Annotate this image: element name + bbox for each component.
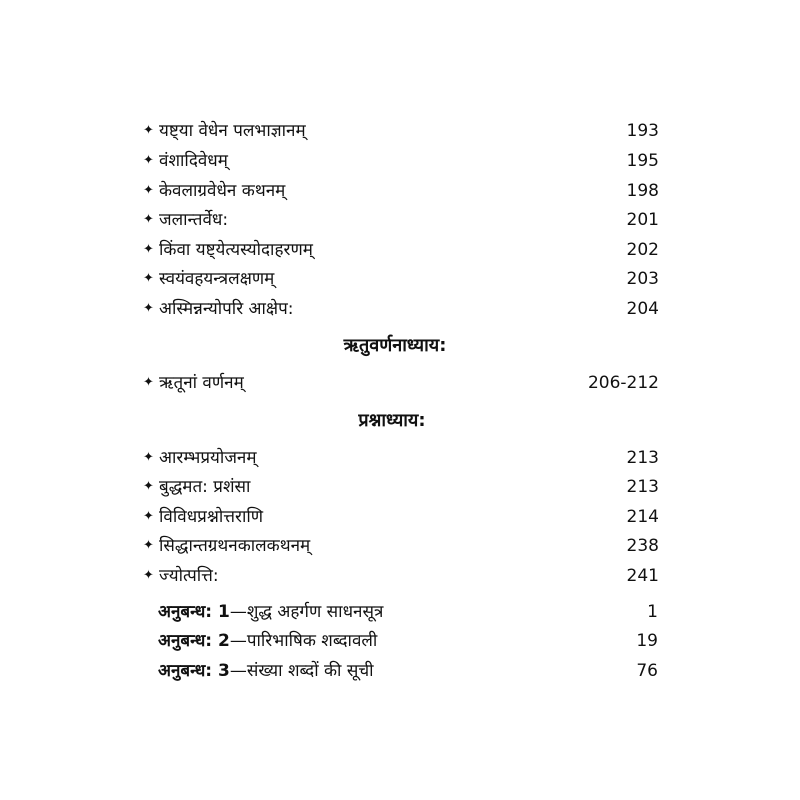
- appendix-entry: [158, 627, 658, 655]
- bullet-icon: ✦: [143, 538, 154, 553]
- toc-entry-title: स्वयंवहयन्त्रलक्षणम्: [159, 269, 275, 289]
- toc-entry: [143, 473, 659, 501]
- toc-entry: [143, 147, 659, 175]
- toc-entry-title: वंशादिवेधम्: [159, 151, 228, 171]
- toc-entry-page: 193: [626, 121, 659, 141]
- toc-entry: [143, 206, 659, 234]
- bullet-icon: ✦: [143, 568, 154, 583]
- toc-entry: [143, 117, 659, 145]
- appendix-title: —पारिभाषिक शब्दावली: [229, 631, 378, 651]
- appendix-label: अनुबन्ध: 2: [158, 631, 230, 651]
- bullet-icon: ✦: [143, 183, 154, 198]
- toc-entry: [143, 562, 659, 590]
- toc-entry: [143, 369, 659, 397]
- bullet-icon: ✦: [143, 242, 154, 257]
- bullet-icon: ✦: [143, 301, 154, 316]
- toc-entry-title: ऋतूनां वर्णनम्: [159, 373, 244, 393]
- toc-entry-title: बुद्धमत: प्रशंसा: [159, 477, 251, 497]
- toc-entry-title: किंवा यष्ट्येत्यस्योदाहरणम्: [159, 240, 313, 260]
- toc-entry-page: 201: [626, 210, 659, 230]
- toc-entry-page: 204: [626, 299, 659, 319]
- toc-entry-page: 203: [626, 269, 659, 289]
- bullet-icon: ✦: [143, 375, 154, 390]
- appendix-title: —संख्या शब्दों की सूची: [229, 661, 374, 681]
- toc-entry-page: 238: [626, 536, 659, 556]
- toc-entry: [143, 265, 659, 293]
- toc-entry-page: 195: [626, 151, 659, 171]
- toc-entry-title: विविधप्रश्नोत्तराणि: [159, 507, 264, 527]
- bullet-icon: ✦: [143, 450, 154, 465]
- toc-entry-page: 202: [626, 240, 659, 260]
- appendix-page: 1: [647, 602, 658, 622]
- toc-entry: [143, 177, 659, 205]
- toc-entry-page: 206-212: [587, 373, 659, 393]
- bullet-icon: ✦: [143, 271, 154, 286]
- appendix-page: 19: [636, 631, 658, 651]
- appendix-page: 76: [636, 661, 658, 681]
- toc-entry-page: 241: [626, 566, 659, 586]
- appendix-title: —शुद्ध अहर्गण साधनसूत्र: [229, 602, 384, 622]
- bullet-icon: ✦: [143, 479, 154, 494]
- bullet-icon: ✦: [143, 212, 154, 227]
- toc-entry-title: केवलाग्रवेधेन कथनम्: [159, 181, 286, 201]
- toc-entry-title: यष्ट्या वेधेन पलभाज्ञानम्: [159, 121, 306, 141]
- toc-entry: [143, 532, 659, 560]
- section-heading: ऋतुवर्णनाध्याय:: [343, 335, 447, 356]
- appendix-label: अनुबन्ध: 3: [158, 661, 230, 681]
- toc-entry-title: आरम्भप्रयोजनम्: [159, 448, 257, 468]
- appendix-entry: [158, 598, 658, 626]
- bullet-icon: ✦: [143, 153, 154, 168]
- toc-entry-title: सिद्धान्तग्रथनकालकथनम्: [159, 536, 311, 556]
- toc-entry: [143, 503, 659, 531]
- toc-entry-title: जलान्तर्वेध:: [159, 210, 229, 230]
- toc-entry-title: ज्योत्पत्ति:: [159, 566, 219, 586]
- toc-entry: [143, 295, 659, 323]
- appendix-label: अनुबन्ध: 1: [158, 602, 230, 622]
- section-heading: प्रश्नाध्याय:: [358, 410, 426, 431]
- toc-entry: [143, 236, 659, 264]
- bullet-icon: ✦: [143, 123, 154, 138]
- toc-entry-title: अस्मिन्नन्योपरि आक्षेप:: [159, 299, 294, 319]
- toc-entry-page: 198: [626, 181, 659, 201]
- bullet-icon: ✦: [143, 509, 154, 524]
- toc-entry: [143, 444, 659, 472]
- toc-entry-page: 214: [626, 507, 659, 527]
- toc-entry-page: 213: [626, 477, 659, 497]
- toc-entry-page: 213: [626, 448, 659, 468]
- appendix-entry: [158, 657, 658, 685]
